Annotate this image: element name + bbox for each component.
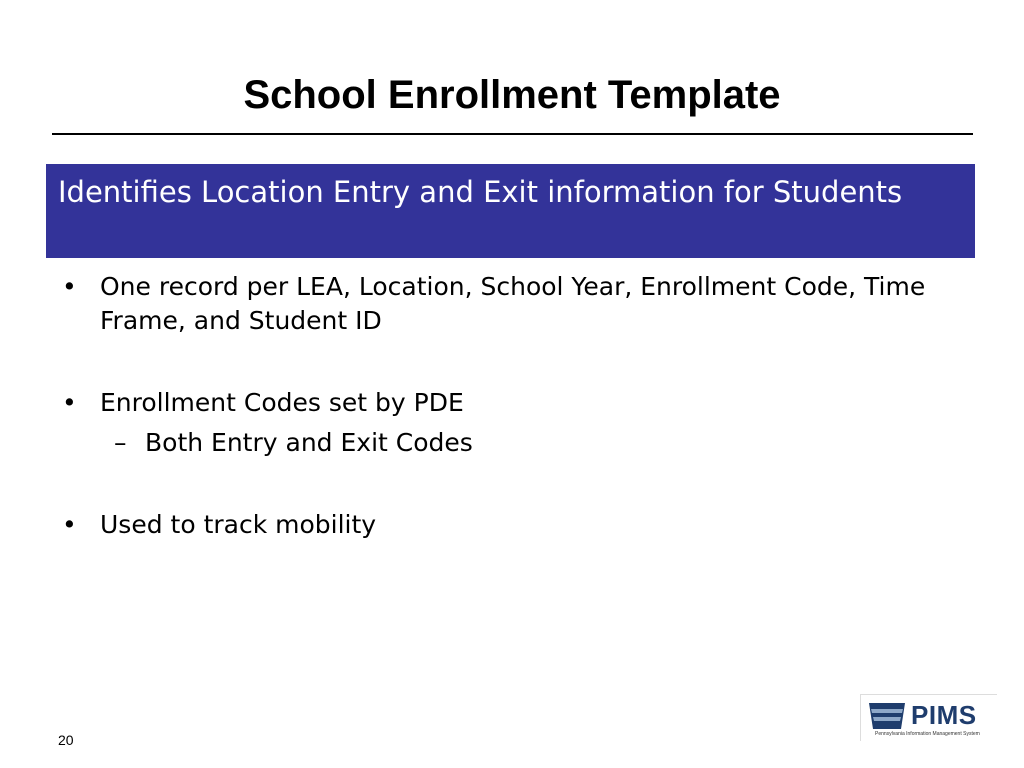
bullet-text: Used to track mobility (100, 510, 377, 539)
sub-bullet-text: Both Entry and Exit Codes (145, 428, 473, 457)
bullet-list (60, 270, 960, 542)
sub-bullet-marker: – (114, 428, 127, 457)
page-number: 20 (58, 732, 74, 748)
bullet-marker: • (62, 388, 77, 417)
logo-wordmark: PIMS (911, 700, 977, 730)
sub-bullet-item (60, 426, 960, 460)
bullet-marker: • (62, 510, 77, 539)
subtitle-banner: Identifies Location Entry and Exit information for Students (46, 164, 975, 258)
bullet-item (60, 386, 960, 420)
title-divider (52, 133, 973, 135)
keystone-icon (867, 701, 907, 731)
pims-logo (860, 694, 997, 741)
bullet-item (60, 508, 960, 542)
bullet-text: One record per LEA, Location, School Year, Enrollment Code, Time Frame, and Student ID (100, 272, 926, 335)
bullet-marker: • (62, 272, 77, 301)
slide-title: School Enrollment Template (243, 73, 781, 117)
bullet-item (60, 270, 960, 338)
bullet-text: Enrollment Codes set by PDE (100, 388, 464, 417)
logo-tagline: Pennsylvania Information Management System (875, 731, 980, 737)
